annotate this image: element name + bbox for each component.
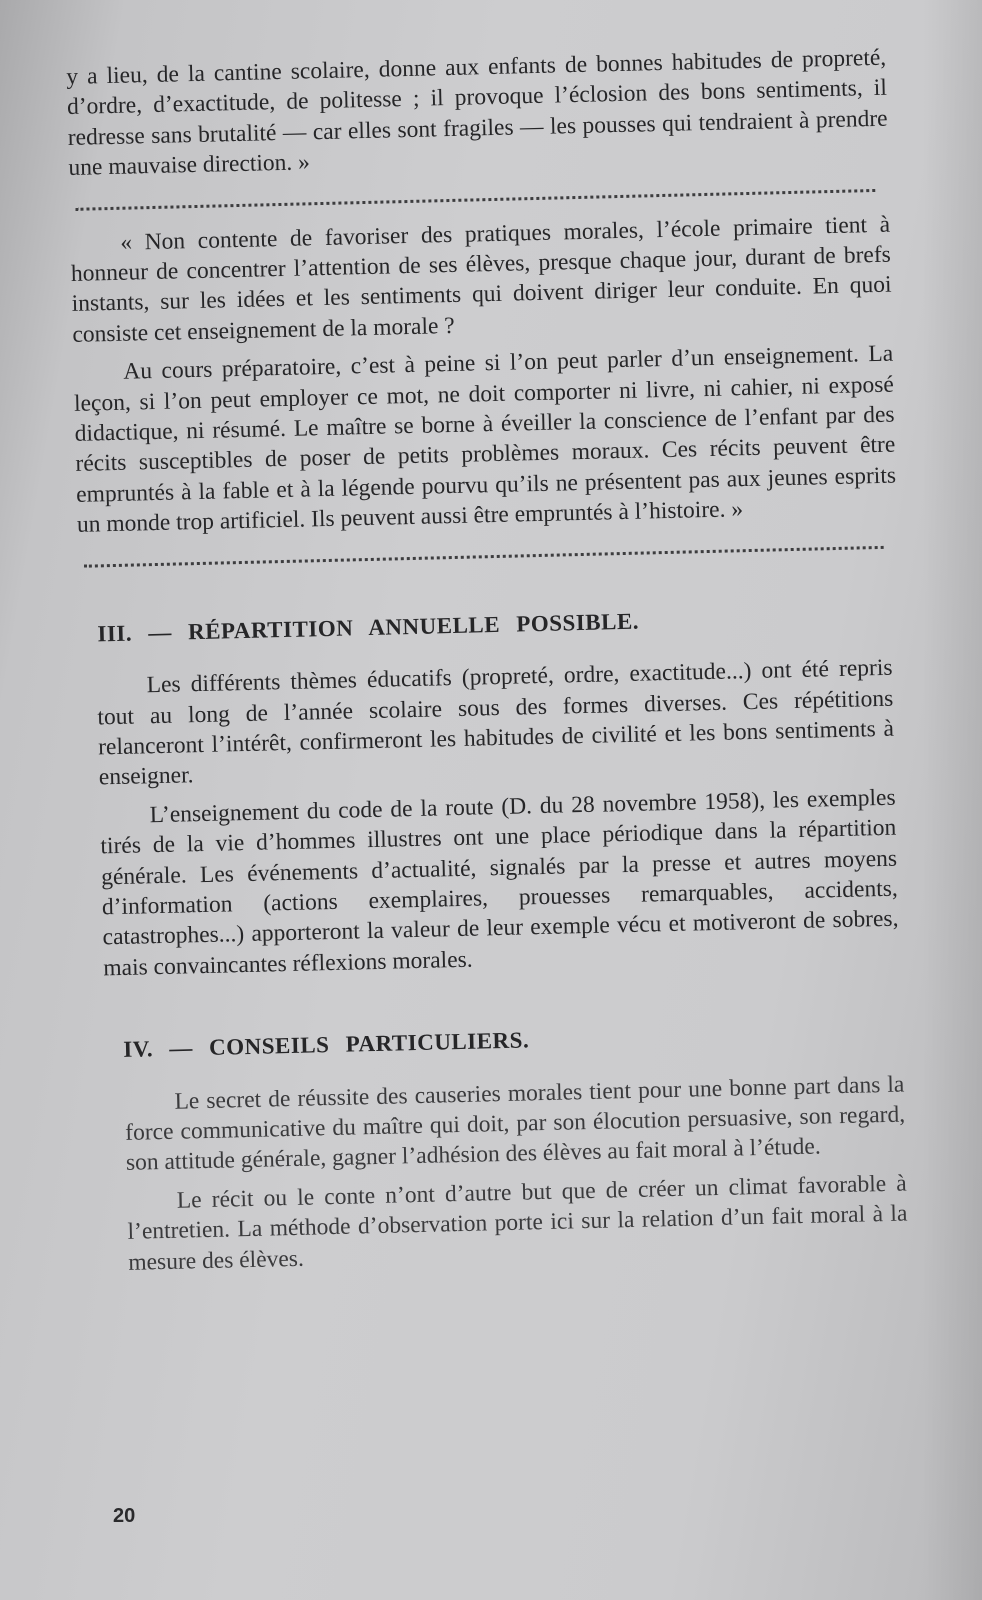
section-paragraph: L’enseignement du code de la route (D. du 28 novembre 1958), les exemples tirés de la vie d’hommes illustres ont une place périodique dans la répartition générale. Les événements d’actualité, signalés par la presse et autres moyens d’information (actions exemplaires, prouesses remarquables, accidents, catastrophes...) apporteront la valeur de leur exemple vécu et motiveront de sobres, mais convaincantes réflexions morales. — [100, 784, 899, 982]
page-number: 20 — [113, 1505, 136, 1527]
section-paragraph: Le secret de réussite des causeries morales tient pour une bonne part dans la force communicative du maître qui doit, par son élocution persuasive, son regard, son attitude générale, gagner l’adhésion des élèves au fait moral à l’étude. — [124, 1071, 906, 1177]
page-text-block — [66, 43, 915, 1287]
quote-continuation-paragraph: y a lieu, de la cantine scolaire, donne aux enfants de bonnes habitudes de propreté, d’ordre, d’exactitude, de politesse ; il provoque l’éclosion des bons sentiments, il redresse sans brutalité — car elles sont fragiles — les pousses qui tendraient à prendre une mauvaise direction. » — [66, 44, 888, 182]
section-heading-iii: III. — RÉPARTITION ANNUELLE POSSIBLE. — [97, 608, 640, 647]
quote-paragraph: « Non contente de favoriser des pratiques morales, l’école primaire tient à honneur de concentrer l’attention de ses élèves, presque chaque jour, durant de brefs instants, sur les idées et les sentiments qui doivent diriger leur conduite. En quoi consiste cet enseignement de la morale ? — [70, 211, 892, 348]
section-paragraph: Les différents thèmes éducatifs (propreté, ordre, exactitude...) ont été repris tout au long de l’année scolaire sous des formes diverses. Ces répétitions relanceront l’intérêt, confirmeront les habitudes de civilité et les bons sentiments à enseigner. — [97, 654, 895, 791]
page-edge-shadow — [922, 0, 982, 1600]
section-heading-iv: IV. — CONSEILS PARTICULIERS. — [122, 1027, 530, 1063]
section-paragraph: Le récit ou le conte n’ont d’autre but que de créer un climat favorable à l’entretien. La méthode d’observation porte ici sur la relation d’un fait moral à la mesure des élèves. — [127, 1170, 908, 1276]
quote-paragraph: Au cours préparatoire, c’est à peine si l’on peut parler d’un enseignement. La leçon, si l’on peut employer ce mot, ne doit comporter ni livre, ni cahier, ni exposé didactique, ni résumé. Le maître se borne à éveiller la conscience de l’enfant par des récits susceptibles de poser de petits problèmes moraux. Ces récits peuvent être empruntés à la fable et à la légende pourvu qu’ils ne présentent pas aux jeunes esprits un monde trop artificiel. Ils peuvent aussi être empruntés à l’histoire. » — [73, 340, 897, 539]
